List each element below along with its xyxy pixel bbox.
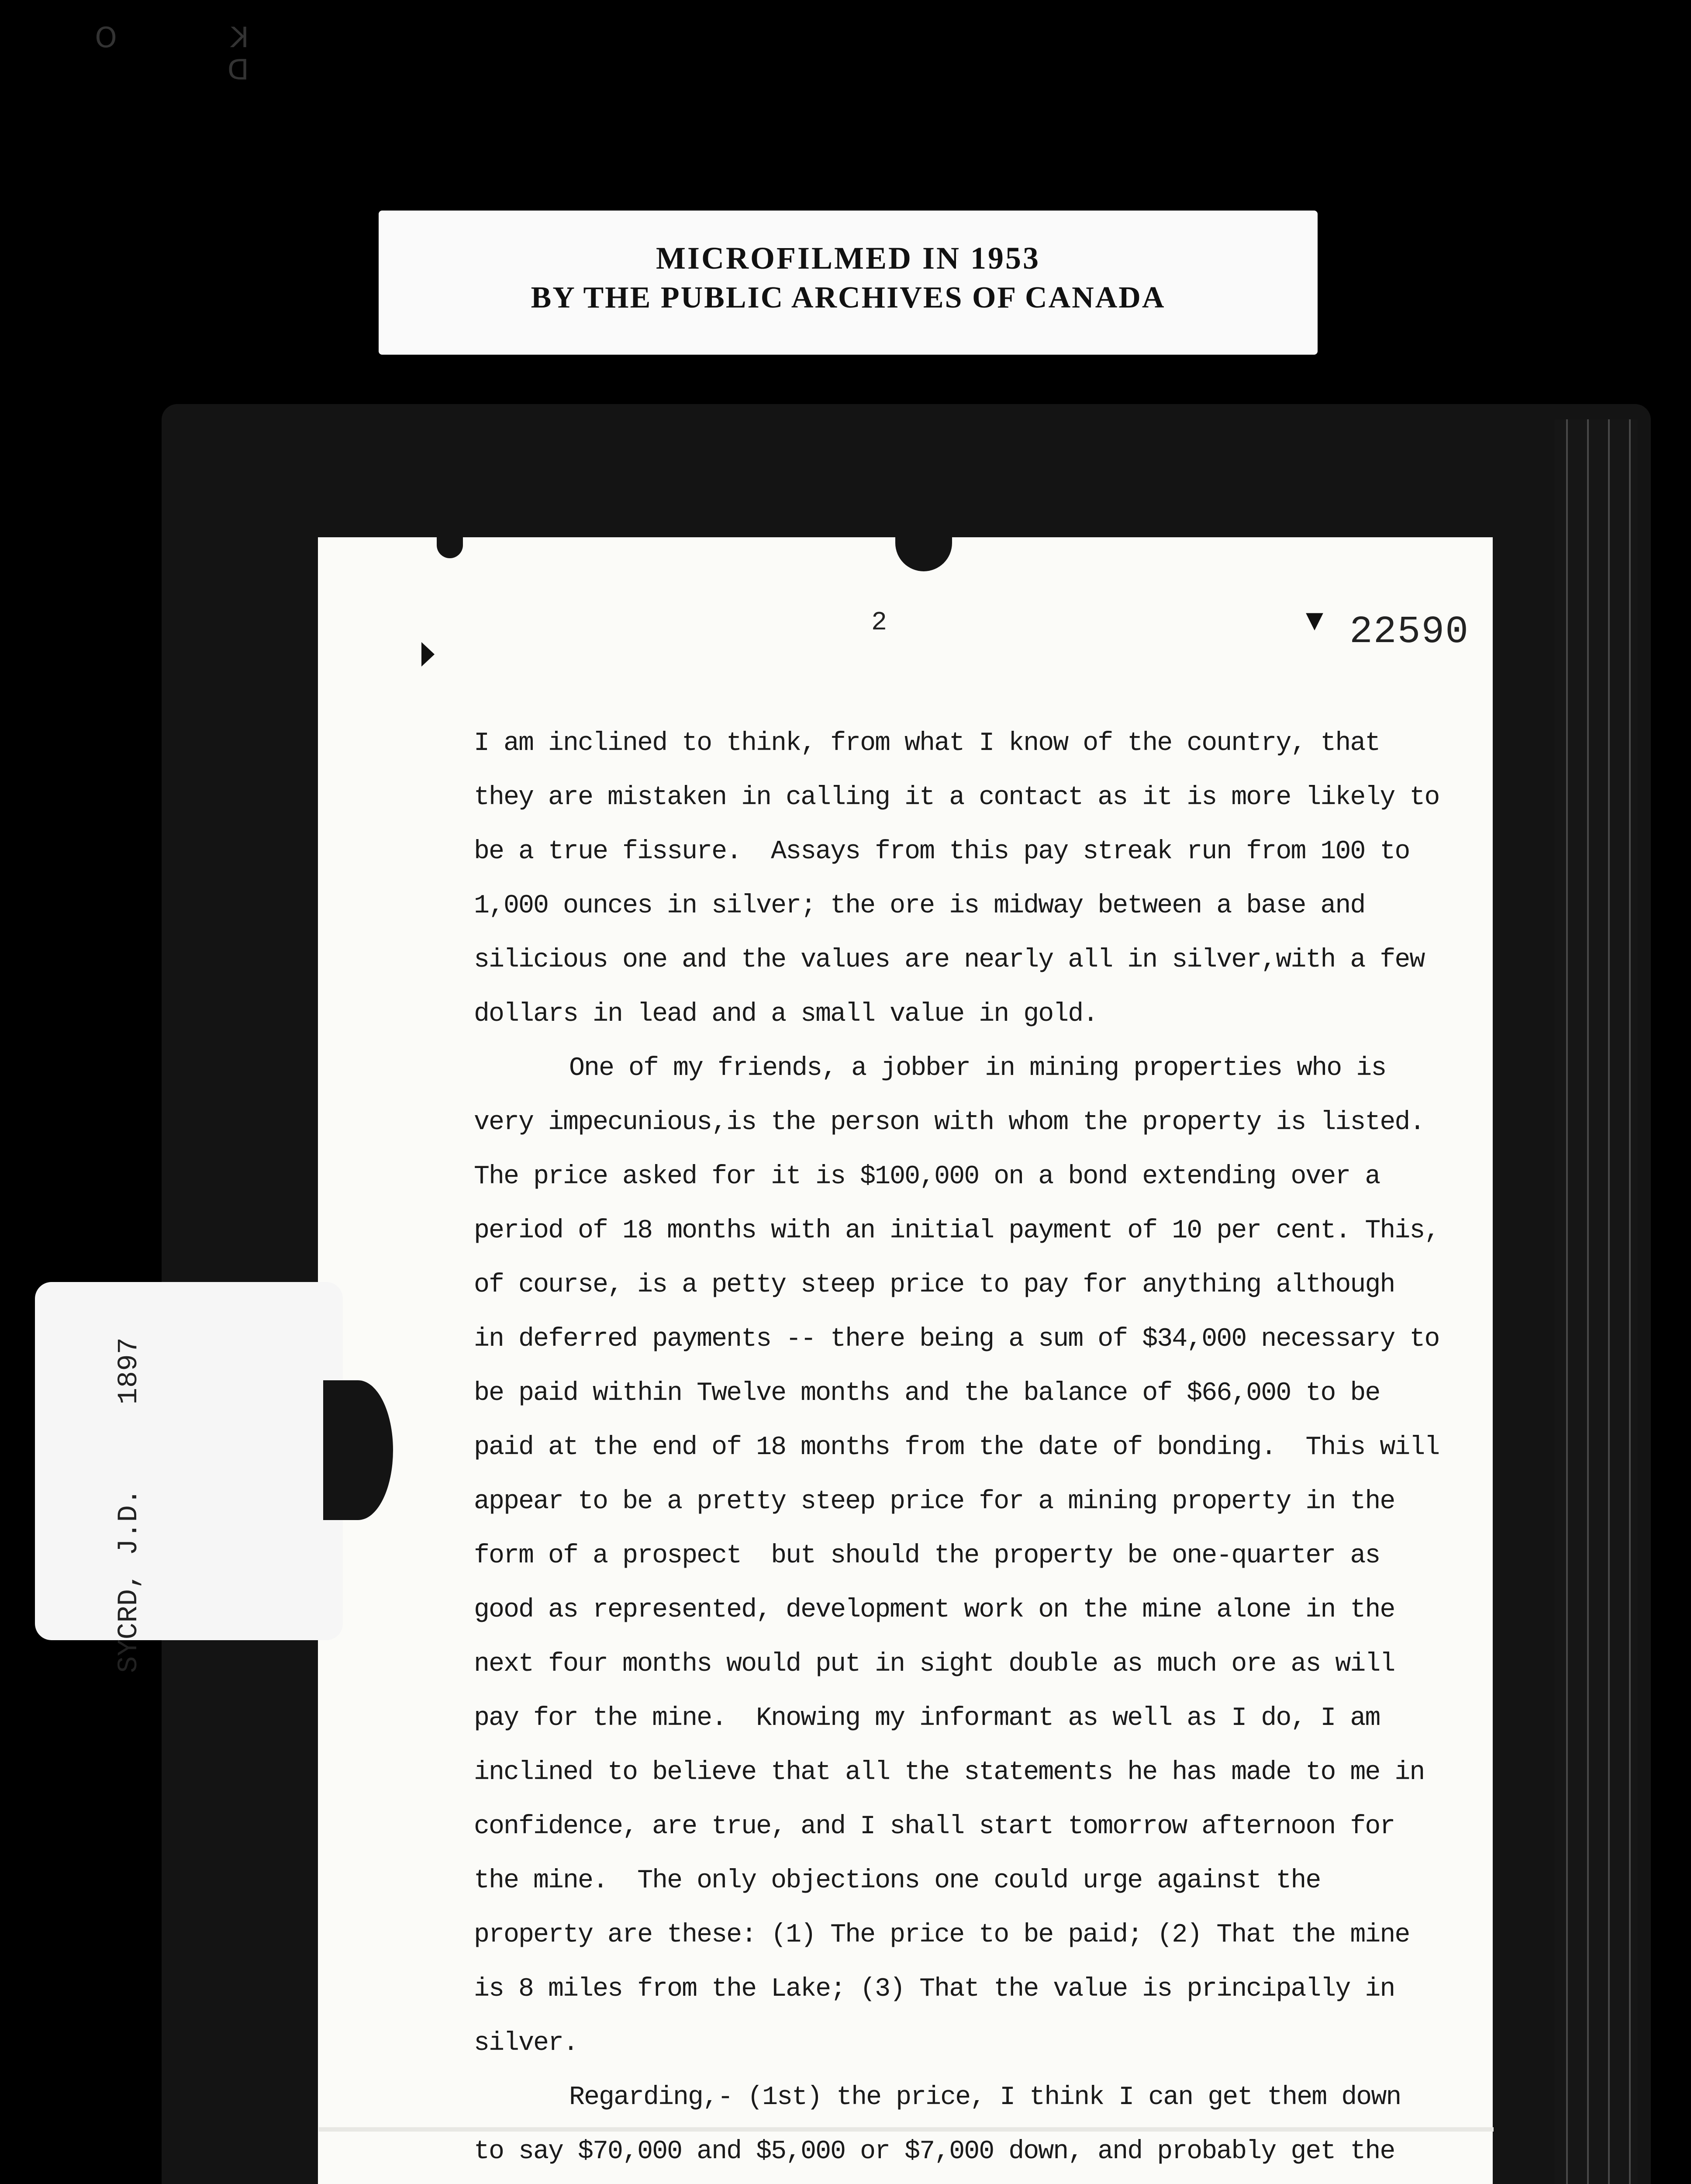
text-line: very impecunious,is the person with whom the property is listed. [474, 1108, 1425, 1137]
text-line: form of a prospect but should the property be one-quarter as [474, 1541, 1380, 1571]
text-line: I am inclined to think, from what I know of the country, that [474, 729, 1380, 758]
text-line: confidence, are true, and I shall start tomorrow afternoon for [474, 1812, 1395, 1842]
text-line: of course, is a petty steep price to pay for anything although [474, 1270, 1395, 1300]
letter-body [474, 716, 1452, 2184]
text-line: The price asked for it is $100,000 on a bond extending over a [474, 1162, 1380, 1192]
folder-edge-stripes [1555, 419, 1638, 2184]
text-line: period of 18 months with an initial payment of 10 per cent. This, [474, 1216, 1439, 1246]
text-line [474, 2179, 1452, 2184]
text-line: in deferred payments -- there being a sum of $34,000 necessary to [474, 1324, 1439, 1354]
banner-line-2: BY THE PUBLIC ARCHIVES OF CANADA [531, 281, 1166, 314]
file-tag [35, 1282, 343, 1640]
text-line: be paid within Twelve months and the balance of $66,000 to be [474, 1379, 1380, 1408]
text-line: they are mistaken in calling it a contact as it is more likely to [474, 783, 1439, 812]
text-line: silver. [474, 2028, 578, 2058]
tag-notch [323, 1380, 393, 1520]
text-line: inclined to believe that all the statements he has made to me in [474, 1758, 1425, 1787]
text-line: paid at the end of 18 months from the date of bonding. This will [474, 1433, 1439, 1462]
page-number: 2 [871, 608, 887, 638]
banner-line-1: MICROFILMED IN 1953 [656, 241, 1040, 276]
text-line: dollars in lead and a small value in gold. [474, 999, 1098, 1029]
text-line: 1,000 ounces in silver; the ore is midway between a base and [474, 891, 1365, 921]
text-line: pay for the mine. Knowing my informant as well as I do, I am [474, 1704, 1380, 1733]
text-line: appear to be a pretty steep price for a mining property in the [474, 1487, 1395, 1517]
file-tag-label: SYCRD, J.D. 1897 [114, 1337, 145, 1673]
corner-marks: K O D [42, 22, 249, 86]
text-line: next four months would put in sight double as much ore as will [474, 1649, 1395, 1679]
triangle-mark-icon: ▼ [1306, 607, 1323, 633]
text-line: be a true fissure. Assays from this pay streak run from 100 to [474, 837, 1410, 867]
text-line: the mine. The only objections one could urge against the [474, 1866, 1321, 1896]
margin-arrow-icon [421, 642, 435, 667]
text-line: good as represented, development work on the mine alone in the [474, 1595, 1395, 1625]
microfilm-banner [379, 211, 1318, 355]
text-line: to say $70,000 and $5,000 or $7,000 down, and probably get the [474, 2137, 1395, 2167]
text-line: Regarding,- (1st) the price, I think I can get them down [569, 2083, 1401, 2112]
text-line: silicious one and the values are nearly all in silver,with a few [474, 945, 1425, 975]
text-line: One of my friends, a jobber in mining properties who is [569, 1054, 1386, 1083]
text-line: property are these: (1) The price to be paid; (2) That the mine [474, 1920, 1410, 1950]
document-number: 22590 [1349, 611, 1470, 654]
text-line: is 8 miles from the Lake; (3) That the value is principally in [474, 1974, 1395, 2004]
